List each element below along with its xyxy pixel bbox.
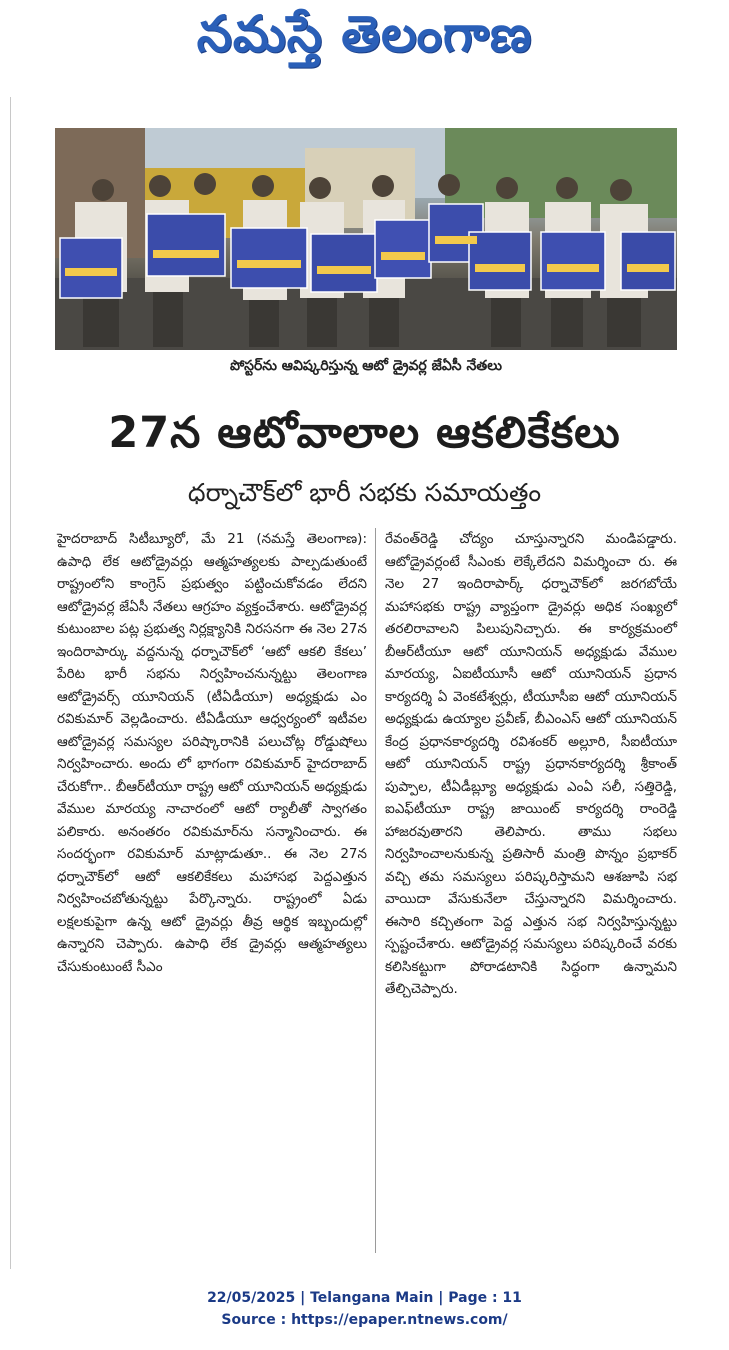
headline: 27న ఆటోవాలాల ఆకలికేకలు bbox=[108, 408, 621, 458]
subheadline: ధర్నాచౌక్‌లో భారీ సభకు సమాయత్తం bbox=[187, 478, 542, 507]
column-divider bbox=[375, 528, 376, 1253]
edition-info: 22/05/2025 | Telangana Main | Page : 11 bbox=[207, 1290, 522, 1306]
photo-caption: పోస్టర్‌ను ఆవిష్కరిస్తున్న ఆటో డ్రైవర్ల జేఏసీ నేతలు bbox=[230, 357, 502, 374]
news-photo bbox=[55, 128, 677, 350]
article-column-right bbox=[385, 528, 677, 1001]
article-body-right: రేవంత్‌రెడ్డి చోద్యం చూస్తున్నారని మండిపడ్డారు. ఆటోడ్రైవర్లంటే సీఎంకు లెక్కేలేదని విమర్శించా రు. ఈ నెల 27 ఇందిరాపార్క్ ధర్నాచౌక్‌లో జరగబోయే మహాసభకు రాష్ట్ర వ్యాప్తంగా డ్రైవర్లు అధిక సంఖ్యలో తరలిరావాలని పిలుపునిచ్చారు. ఈ కార్యక్రమంలో బీఆర్‌టీయూ ఆటో యూనియన్ అధ్యక్షుడు వేముల మారయ్య, ఏఐటీయూసీ ఆటో యూనియన్ ప్రధాన కార్యదర్శి ఏ వెంకటేశ్వర్లు, టీయూసీఐ ఆటో యూనియన్ అధ్యక్షుడు ఉయ్యాల ప్రవీణ్, బీఎంఎస్ ఆటో యూనియన్ కేంద్ర ప్రధానకార్యదర్శి రవిశంకర్ అల్లూరి, సీఐటీయూ ఆటో యూనియన్ రాష్ట్ర ప్రధానకార్యదర్శి శ్రీకాంత్ పుప్పాల, టీఏడీబ్ల్యూ అధ్యక్షుడు ఎంఏ సలీ, సత్తిరెడ్డి, ఐఎఫ్‌టీయూ రాష్ట్ర జాయింట్ కార్యదర్శి రాంరెడ్డి హాజరవుతారని తెలిపారు. తాము సభలు నిర్వహించాలనుకున్న ప్రతిసారీ మంత్రి పొన్నం ప్రభాకర్ వచ్చి తమ సమస్యలు పరిష్కరిస్తామని ఆశజూపి సభ వాయిదా వేసుకునేలా చేస్తున్నారని విమర్శించారు. ఈసారి కచ్చితంగా పెద్ద ఎత్తున సభ నిర్వహిస్తున్నట్టు స్పష్టంచేశారు. ఆటోడ్రైవర్ల సమస్యలు పరిష్కరించే వరకు కలిసికట్టుగా పోరాడటానికి సిద్ధంగా ఉన్నామని తేల్చిచెప్పారు. bbox=[385, 531, 677, 997]
newspaper-logo: నమస్తే తెలంగాణ bbox=[196, 4, 533, 63]
source-link[interactable]: Source : https://epaper.ntnews.com/ bbox=[221, 1312, 508, 1328]
masthead bbox=[0, 0, 729, 80]
photo-illustration bbox=[55, 128, 677, 350]
page-border bbox=[10, 97, 11, 1269]
article-column-left bbox=[57, 528, 367, 978]
article-body-left: హైదరాబాద్ సిటీబ్యూరో, మే 21 (నమస్తే తెలంగాణ): ఉపాధి లేక ఆటోడ్రైవర్లు ఆత్మహత్యలకు పాల్పడుతుంటే రాష్ట్రంలోని కాంగ్రెస్ ప్రభుత్వం పట్టించుకోవడం లేదని ఆటోడ్రైవర్ల జేఏసీ నేతలు ఆగ్రహం వ్యక్తంచేశారు. ఆటోడ్రైవర్ల కుటుంబాల పట్ల ప్రభుత్వ నిర్లక్ష్యానికి నిరసనగా ఈ నెల 27న ఇందిరాపార్కు వద్దనున్న ధర్నాచౌక్‌లో ‘ఆటో ఆకలి కేకలు’ పేరిట భారీ సభను నిర్వహించనున్నట్టు తెలంగాణ ఆటోడ్రైవర్స్ యూనియన్ (టీఏడీయూ) అధ్యక్షుడు ఎం రవికుమార్ వెల్లడించారు. టీఏడీయూ ఆధ్వర్యంలో ఇటీవల ఆటోడ్రైవర్ల సమస్యల పరిష్కారానికి పలుచోట్ల రోడ్డుషోలు నిర్వహించారు. అందు లో భాగంగా రవికుమార్ హైదరాబాద్ చేరుకోగా.. బీఆర్‌టీయూ రాష్ట్ర ఆటో యూనియన్ అధ్యక్షుడు వేముల మారయ్య నాచారంలో ఆటో ర్యాలీతో స్వాగతం పలికారు. అనంతరం రవికుమార్‌ను సన్మానించారు. ఈ సందర్భంగా రవికుమార్ మాట్లాడుతూ.. ఈ నెల 27న ధర్నాచౌక్‌లో ఆటో ఆకలికేకలు మహాసభ పెద్దఎత్తున నిర్వహించబోతున్నట్టు పేర్కొన్నారు. రాష్ట్రంలో ఏడు లక్షలకుపైగా ఉన్న ఆటో డ్రైవర్లు తీవ్ర ఆర్థిక ఇబ్బందుల్లో ఉన్నారని చెప్పారు. ఉపాధి లేక డ్రైవర్లు ఆత్మహత్యలు చేసుకుంటుంటే సీఎం bbox=[57, 531, 367, 975]
